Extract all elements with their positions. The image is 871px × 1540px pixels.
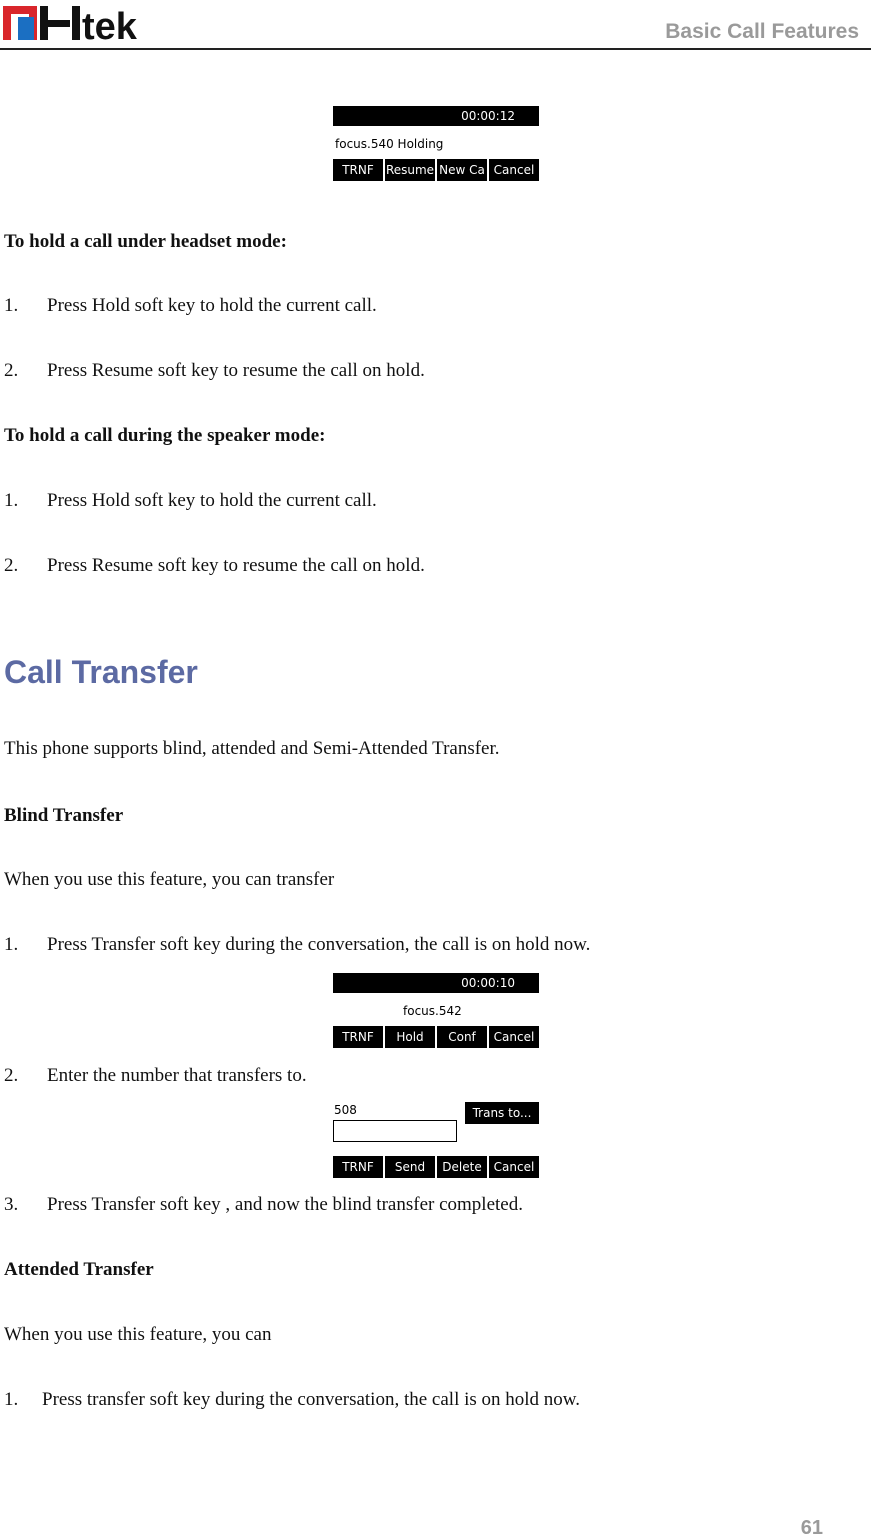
softkey-bar: [333, 1026, 539, 1048]
softkey-send[interactable]: Send: [385, 1156, 435, 1178]
call-status: focus.540 Holding: [335, 137, 444, 151]
section-title: Basic Call Features: [665, 20, 859, 43]
step-number: 1.: [4, 295, 19, 316]
page-number: 61: [800, 1517, 823, 1539]
step-text: Press Resume soft key to resume the call on hold.: [47, 360, 425, 381]
page-header: [0, 0, 871, 50]
section-heading: Call Transfer: [4, 654, 198, 690]
step-number: 2.: [4, 1065, 19, 1086]
status-bar: [333, 973, 539, 993]
call-timer: 00:00:10: [461, 976, 515, 990]
transfer-tag: Trans to...: [465, 1102, 539, 1124]
step-number: 1.: [4, 490, 19, 511]
softkey-new-call[interactable]: New Ca: [437, 159, 487, 181]
blind-transfer-intro: When you use this feature, you can transfer: [4, 869, 335, 890]
step-text: Press Transfer soft key during the conversation, the call is on hold now.: [47, 934, 591, 955]
htek-logo: [2, 3, 192, 43]
attended-transfer-intro: When you use this feature, you can: [4, 1324, 272, 1345]
softkey-cancel[interactable]: Cancel: [489, 159, 539, 181]
attended-transfer-title: Attended Transfer: [4, 1259, 154, 1280]
step-text: Press Transfer soft key , and now the blind transfer completed.: [47, 1194, 523, 1215]
softkey-cancel[interactable]: Cancel: [489, 1026, 539, 1048]
status-bar: [333, 106, 539, 126]
dialed-number: 508: [334, 1103, 357, 1117]
step-number: 3.: [4, 1194, 19, 1215]
step-number: 2.: [4, 360, 19, 381]
step-text: Press transfer soft key during the conversation, the call is on hold now.: [42, 1389, 581, 1410]
step-number: 1.: [4, 1389, 19, 1410]
step-text: Enter the number that transfers to.: [47, 1065, 307, 1086]
phone-screen-transfer: [333, 1102, 539, 1178]
step-number: 2.: [4, 555, 19, 576]
step-number: 1.: [4, 934, 19, 955]
headset-title: To hold a call under headset mode:: [4, 231, 287, 252]
softkey-trnf[interactable]: TRNF: [333, 1156, 383, 1178]
softkey-cancel[interactable]: Cancel: [489, 1156, 539, 1178]
softkey-resume[interactable]: Resume: [385, 159, 435, 181]
blind-transfer-title: Blind Transfer: [4, 805, 124, 826]
speaker-title: To hold a call during the speaker mode:: [4, 425, 326, 446]
softkey-hold[interactable]: Hold: [385, 1026, 435, 1048]
step-text: Press Resume soft key to resume the call on hold.: [47, 555, 425, 576]
phone-screen-talking: [333, 973, 539, 1048]
step-text: Press Hold soft key to hold the current call.: [47, 295, 377, 316]
svg-text:tek: tek: [82, 6, 137, 43]
softkey-bar: [333, 159, 539, 181]
softkey-bar: [333, 1156, 539, 1178]
number-input[interactable]: [333, 1120, 457, 1142]
call-timer: 00:00:12: [461, 109, 515, 123]
step-text: Press Hold soft key to hold the current call.: [47, 490, 377, 511]
softkey-conf[interactable]: Conf: [437, 1026, 487, 1048]
caller-name: focus.542: [403, 1004, 462, 1018]
softkey-delete[interactable]: Delete: [437, 1156, 487, 1178]
phone-screen-holding: [333, 106, 539, 181]
section-intro: This phone supports blind, attended and Semi-Attended Transfer.: [4, 738, 500, 759]
softkey-trnf[interactable]: TRNF: [333, 1026, 383, 1048]
softkey-trnf[interactable]: TRNF: [333, 159, 383, 181]
